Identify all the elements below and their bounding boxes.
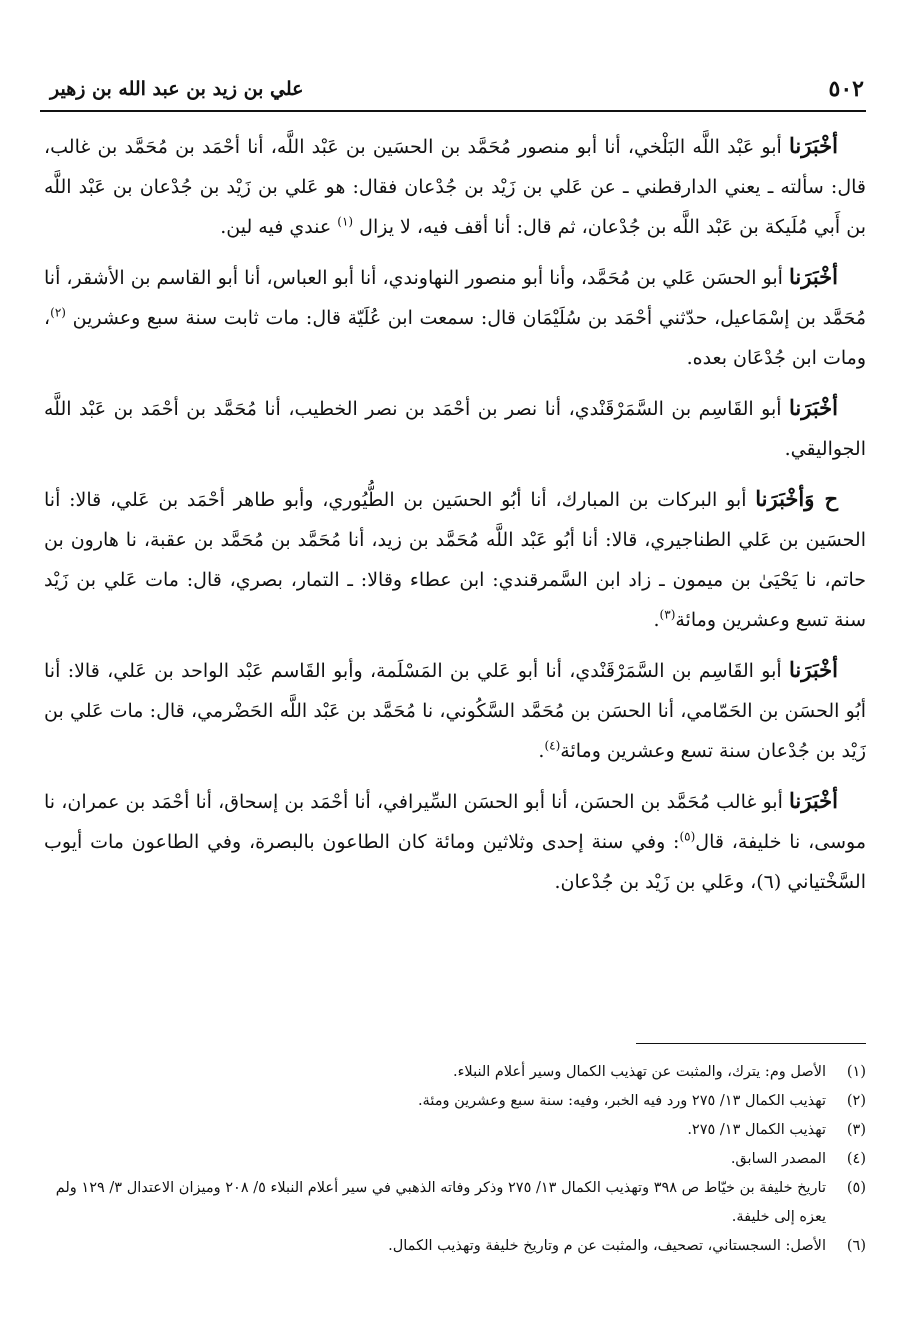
footnote-ref: (٣): [659, 607, 676, 622]
footnote-text: الأصل: السجستاني، تصحيف، والمثبت عن م وتاريخ خليفة وتهذيب الكمال.: [388, 1238, 826, 1254]
paragraph-tail: ، ومات ابن جُدْعَان بعده.: [44, 307, 866, 369]
footnote-text: تاريخ خليفة بن خيّاط ص ٣٩٨ وتهذيب الكمال ١٣/ ٢٧٥ وذكر وفاته الذهبي في سير أعلام النبلاء ٥/ ٢٠٨ وميزان الاعتدال ٣/ ١٢٩ ولم يعزه إلى خليفة.: [55, 1180, 826, 1225]
main-text: [44, 126, 866, 912]
paragraph-keyword: أخْبَرَنا: [789, 133, 838, 158]
paragraph: [44, 257, 866, 378]
paragraph-tail: .: [538, 740, 545, 762]
footnotes: [44, 1058, 866, 1261]
paragraph-tail: : وفي سنة إحدى وثلاثين ومائة كان الطاعون بالبصرة، وفي الطاعون مات أيوب السَّخْتياني (٦)، وعَلي بن زَيْد بن جُدْعان.: [44, 831, 866, 893]
paragraph-keyword: أخْبَرَنا: [789, 657, 838, 682]
footnote: [44, 1116, 866, 1145]
footnote-text: الأصل وم: يترك، والمثبت عن تهذيب الكمال وسير أعلام النبلاء.: [453, 1064, 826, 1080]
footnote-ref: (٤): [544, 738, 561, 753]
paragraph-text: أبو القَاسِم بن السَّمَرْقَنْدي، أنا نصر بن أحْمَد بن نصر الخطيب، أنا مُحَمَّد بن أحْمَد بن عَبْد اللَّه الجواليقي.: [44, 398, 866, 460]
paragraph-text: أبو البركات بن المبارك، أنا أبُو الحسَين بن الطُّيُوري، وأبو طاهر أحْمَد بن عَلي، قالا: أنا الحسَين بن عَلي الطناجيري، قالا: أنا أبُو عَبْد اللَّه مُحَمَّد بن زيد، أنا مُحَمَّد بن مُحَمَّد بن عقبة، نا هارون بن حاتم، نا يَحْيَىٰ بن ميمون ـ زاد ابن السَّمرقندي: ابن عطاء وقالا: ـ التمار، بصري، قال: مات عَلي بن زَيْد سنة تسع وعشرين ومائة: [44, 489, 866, 631]
footnote-number: (٥): [846, 1180, 866, 1196]
footnote-number: (٦): [846, 1238, 866, 1254]
footnote-number: (٤): [846, 1151, 866, 1167]
footnote-text: تهذيب الكمال ١٣/ ٢٧٥.: [687, 1122, 826, 1138]
footnote-ref: (٥): [679, 829, 696, 844]
paragraph: [44, 126, 866, 247]
paragraph: [44, 650, 866, 771]
paragraph-tail: عندي فيه لين.: [220, 216, 338, 238]
paragraph-text: أبو الحسَن عَلي بن مُحَمَّد، وأنا أبو منصور النهاوندي، أنا أبو العباس، أنا أبو القاسم بن الأشقر، أنا مُحَمَّد بن إسْمَاعيل، حدّثني أحْمَد بن سُلَيْمَان قال: سمعت ابن عُلَيّة قال: مات ثابت سنة سبع وعشرين: [44, 267, 866, 329]
footnote: [44, 1145, 866, 1174]
paragraph-text: أبو غالب مُحَمَّد بن الحسَن، أنا أبو الحسَن السِّيرافي، أنا أحْمَد بن إسحاق، أنا أحْمَد بن عمران، نا موسى، نا خليفة، قال: [44, 791, 867, 853]
footnote-number: (٣): [846, 1122, 866, 1138]
footnote: [44, 1058, 866, 1087]
footnote-ref: (١): [337, 214, 354, 229]
paragraph-keyword: أخْبَرَنا: [789, 788, 838, 813]
running-title: علي بن زيد بن عبد الله بن زهير: [50, 78, 304, 100]
paragraph-tail: .: [653, 609, 660, 631]
paragraph-keyword: أخْبَرَنا: [789, 264, 838, 289]
footnote: [44, 1174, 866, 1232]
footnote-text: المصدر السابق.: [730, 1151, 826, 1167]
paragraph-text: أبو عَبْد اللَّه البَلْخي، أنا أبو منصور مُحَمَّد بن الحسَين بن عَبْد اللَّه، أنا أحْمَد بن مُحَمَّد بن غالب، قال: سألته ـ يعني الدارقطني ـ عن عَلي بن زَيْد بن جُدْعان فقال: هو عَلي بن زَيْد بن جُدْعان بن عَبْد اللَّه بن أَبي مُلَيكة بن عَبْد اللَّه بن جُدْعان، ثم قال: أنا أقف فيه، لا يزال: [44, 136, 866, 238]
paragraph: [44, 781, 866, 902]
page-header: [50, 72, 864, 106]
header-rule: [40, 110, 866, 112]
paragraph-text: أبو القَاسِم بن السَّمَرْقَنْدي، أنا أبو عَلي بن المَسْلَمة، وأبو القَاسم عَبْد الواحد بن عَلي، قالا: أنا أبُو الحسَن بن الحَمّامي، أنا الحسَن بن مُحَمَّد السَّكُوني، نا مُحَمَّد بن عَبْد اللَّه الحَضْرمي، قال: مات عَلي بن زَيْد بن جُدْعان سنة تسع وعشرين ومائة: [44, 660, 867, 762]
footnote: [44, 1232, 866, 1261]
paragraph-keyword: ح وَأخْبَرَنا: [755, 486, 838, 511]
paragraph: [44, 479, 866, 640]
footnote-number: (٢): [846, 1093, 866, 1109]
paragraph-keyword: أخْبَرَنا: [789, 395, 838, 420]
footnote: [44, 1087, 866, 1116]
footnote-rule: [636, 1043, 866, 1044]
footnote-ref: (٢): [50, 305, 66, 320]
footnote-number: (١): [846, 1064, 866, 1080]
footnote-text: تهذيب الكمال ١٣/ ٢٧٥ ورد فيه الخبر، وفيه: سنة سبع وعشرين ومئة.: [417, 1093, 826, 1109]
paragraph: [44, 388, 866, 469]
page-number: ٥٠٢: [828, 76, 864, 102]
